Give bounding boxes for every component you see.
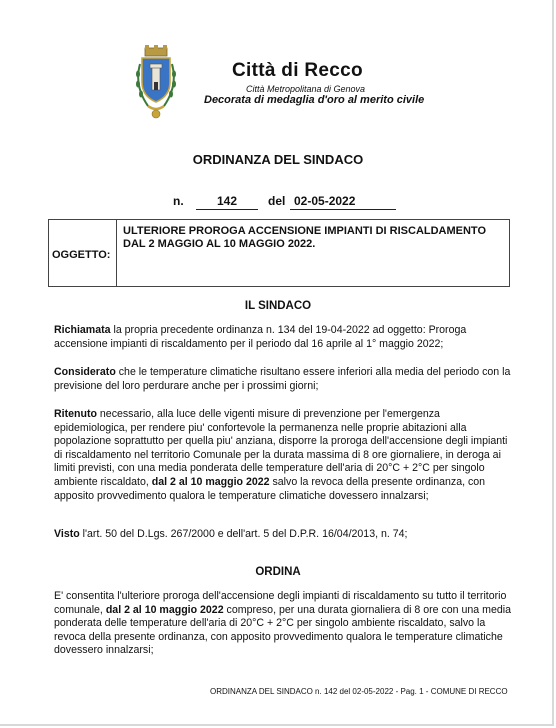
sindaco-heading: IL SINDACO (244, 300, 312, 312)
coat-of-arms-icon (134, 44, 178, 124)
paragraph-visto (54, 528, 512, 542)
paragraph-text: necessario, alla luce delle vigenti misure di prevenzione per l'emergenza epidemiologica, per rendere piu' confortevole la permanenza nelle proprie abitazioni alla popolazione soprattutto per quella piu' anziana, disporre la proroga dell'accensione degli impianti di riscaldamento nel territorio Comunale per la durata massima di 8 ore giornaliere, in deroga ai limiti previsti, con una media ponderata delle temperature dell'aria di 20°C + 2°C per singolo ambiente riscaldato, (54, 408, 508, 488)
ordinance-date: 02-05-2022 (290, 194, 396, 210)
paragraph-richiamata (54, 324, 512, 351)
paragraph-text: l'art. 50 del D.Lgs. 267/2000 e dell'art. 5 del D.P.R. 16/04/2013, n. 74; (79, 528, 408, 540)
paragraph-ritenuto (54, 408, 512, 503)
paragraph-lead: Considerato (54, 366, 116, 378)
subject-text: ULTERIORE PROROGA ACCENSIONE IMPIANTI DI RISCALDAMENTO DAL 2 MAGGIO AL 10 MAGGIO 2022. (123, 225, 487, 250)
paragraph-bold-dates: dal 2 al 10 maggio 2022 (105, 603, 224, 616)
paragraph-text: salvo la revoca della presente ordinanza, con apposito provvedimento qualora le temperature climatiche dovessero innalzarsi; (54, 475, 486, 502)
paragraph-bold-dates: dal 2 al 10 maggio 2022 (151, 475, 270, 488)
city-subtitle: Città Metropolitana di Genova (246, 84, 366, 94)
paragraph-text: compreso, per una durata giornaliera di 8 ore con una media ponderata delle temperature dell'aria di 20°C + 2°C per singolo ambiente riscaldato, salvo la revoca della presente ordinanza, con apposito provvedimento qualora le temperature climatiche dovessero innalzarsi; (54, 603, 511, 657)
document-title: ORDINANZA DEL SINDACO (192, 152, 364, 167)
subject-divider (116, 219, 117, 287)
paragraph-text: che le temperature climatiche risultano essere inferiori alla media del periodo con la previsione del loro perdurare anche per i prossimi giorni; (54, 366, 511, 392)
paragraph-lead: Ritenuto (54, 408, 97, 420)
ordina-heading: ORDINA (255, 566, 301, 578)
date-label: del (268, 194, 286, 208)
number-label: n. (173, 194, 184, 208)
paragraph-considerato (54, 366, 512, 393)
page-footer: ORDINANZA DEL SINDACO n. 142 del 02-05-2022 - Pag. 1 - COMUNE DI RECCO (210, 687, 508, 696)
city-name: Città di Recco (232, 60, 363, 81)
paragraph-lead: Richiamata (54, 324, 111, 336)
paragraph-ordina (54, 590, 512, 658)
subject-label: OGGETTO: (52, 249, 111, 261)
ordinance-number: 142 (196, 194, 258, 210)
paragraph-text: E' consentita l'ulteriore proroga dell'accensione degli impianti di riscaldamento su tutto il territorio comunale, (54, 590, 507, 616)
paragraph-text: la propria precedente ordinanza n. 134 del 19-04-2022 ad oggetto: Proroga accensione impianti di riscaldamento per il periodo dal 16 aprile al 1° maggio 2022; (54, 324, 467, 350)
city-medal-text: Decorata di medaglia d'oro al merito civile (204, 94, 425, 106)
paragraph-lead: Visto (54, 528, 80, 540)
